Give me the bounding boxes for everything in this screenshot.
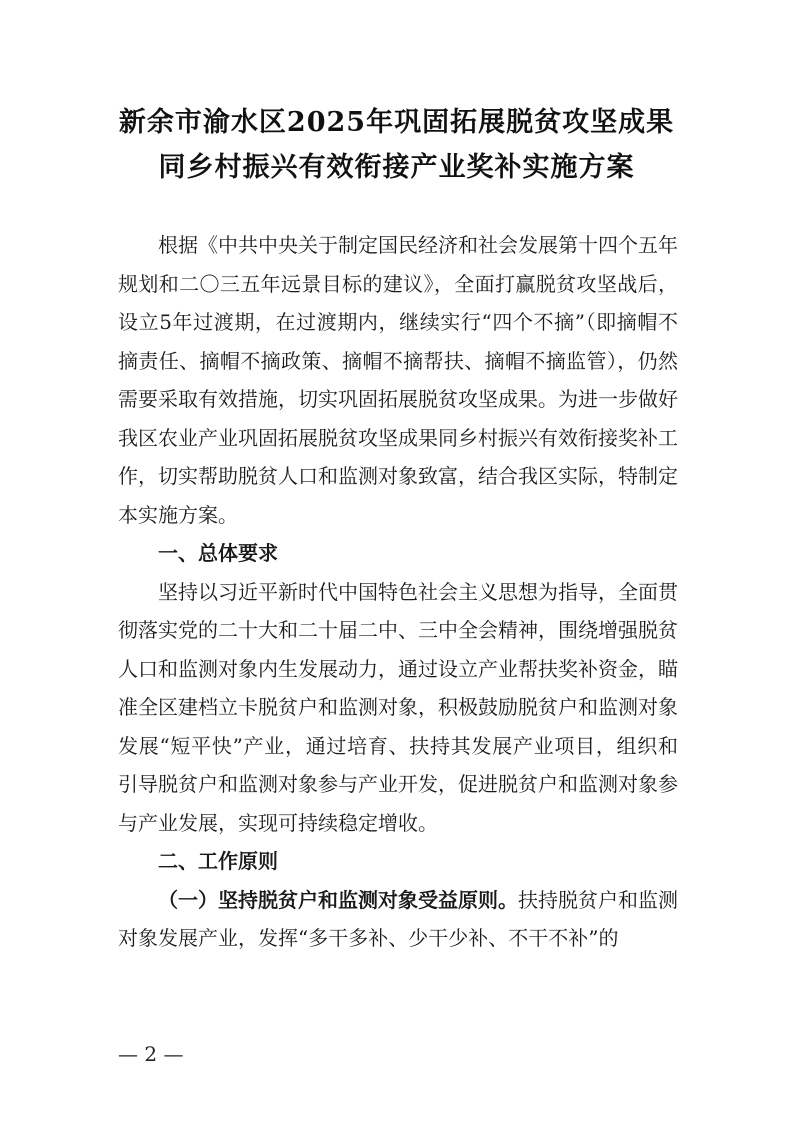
section-heading-work-principles: 二、工作原则 bbox=[158, 849, 278, 873]
document-title-line-1: 新余市渝水区2025年巩固拓展脱贫攻坚成果 bbox=[118, 107, 675, 138]
general-requirements-paragraph: 坚持以习近平新时代中国特色社会主义思想为指导，全面贯彻落实党的二十大和二十届二中、三中全会精神，围绕增强脱贫人口和监测对象内生发展动力，通过设立产业帮扶奖补资金，瞄准全区建档立卡脱贫户和监测对象，积极鼓励脱贫户和监测对象发展“短平快”产业，通过培育、扶持其发展产业项目，组织和引导脱贫户和监测对象参与产业开发，促进脱贫户和监测对象参与产业发展，实现可持续稳定增收。 bbox=[118, 579, 678, 835]
section-heading-general-requirements: 一、总体要求 bbox=[158, 541, 278, 565]
document-body bbox=[118, 226, 678, 958]
principle-1-lead: （一）坚持脱贫户和监测对象受益原则。 bbox=[158, 887, 518, 912]
principle-1-text: 扶持脱贫户和监测对象发展产业，发挥“多干多补、少干少补、不干不补”的 bbox=[118, 887, 678, 950]
intro-paragraph: 根据《中共中央关于制定国民经济和社会发展第十四个五年规划和二〇三五年远景目标的建议》，全面打赢脱贫攻坚战后，设立5年过渡期，在过渡期内，继续实行“四个不摘”（即摘帽不摘责任、摘帽不摘政策、摘帽不摘帮扶、摘帽不摘监管），仍然需要采取有效措施，切实巩固拓展脱贫攻坚成果。为进一步做好我区农业产业巩固拓展脱贫攻坚成果同乡村振兴有效衔接奖补工作，切实帮助脱贫人口和监测对象致富，结合我区实际，特制定本实施方案。 bbox=[118, 233, 678, 527]
document-title-line-2: 同乡村振兴有效衔接产业奖补实施方案 bbox=[158, 152, 635, 183]
principle-1-paragraph bbox=[118, 881, 678, 958]
page-number: — 2 — bbox=[118, 1042, 184, 1066]
